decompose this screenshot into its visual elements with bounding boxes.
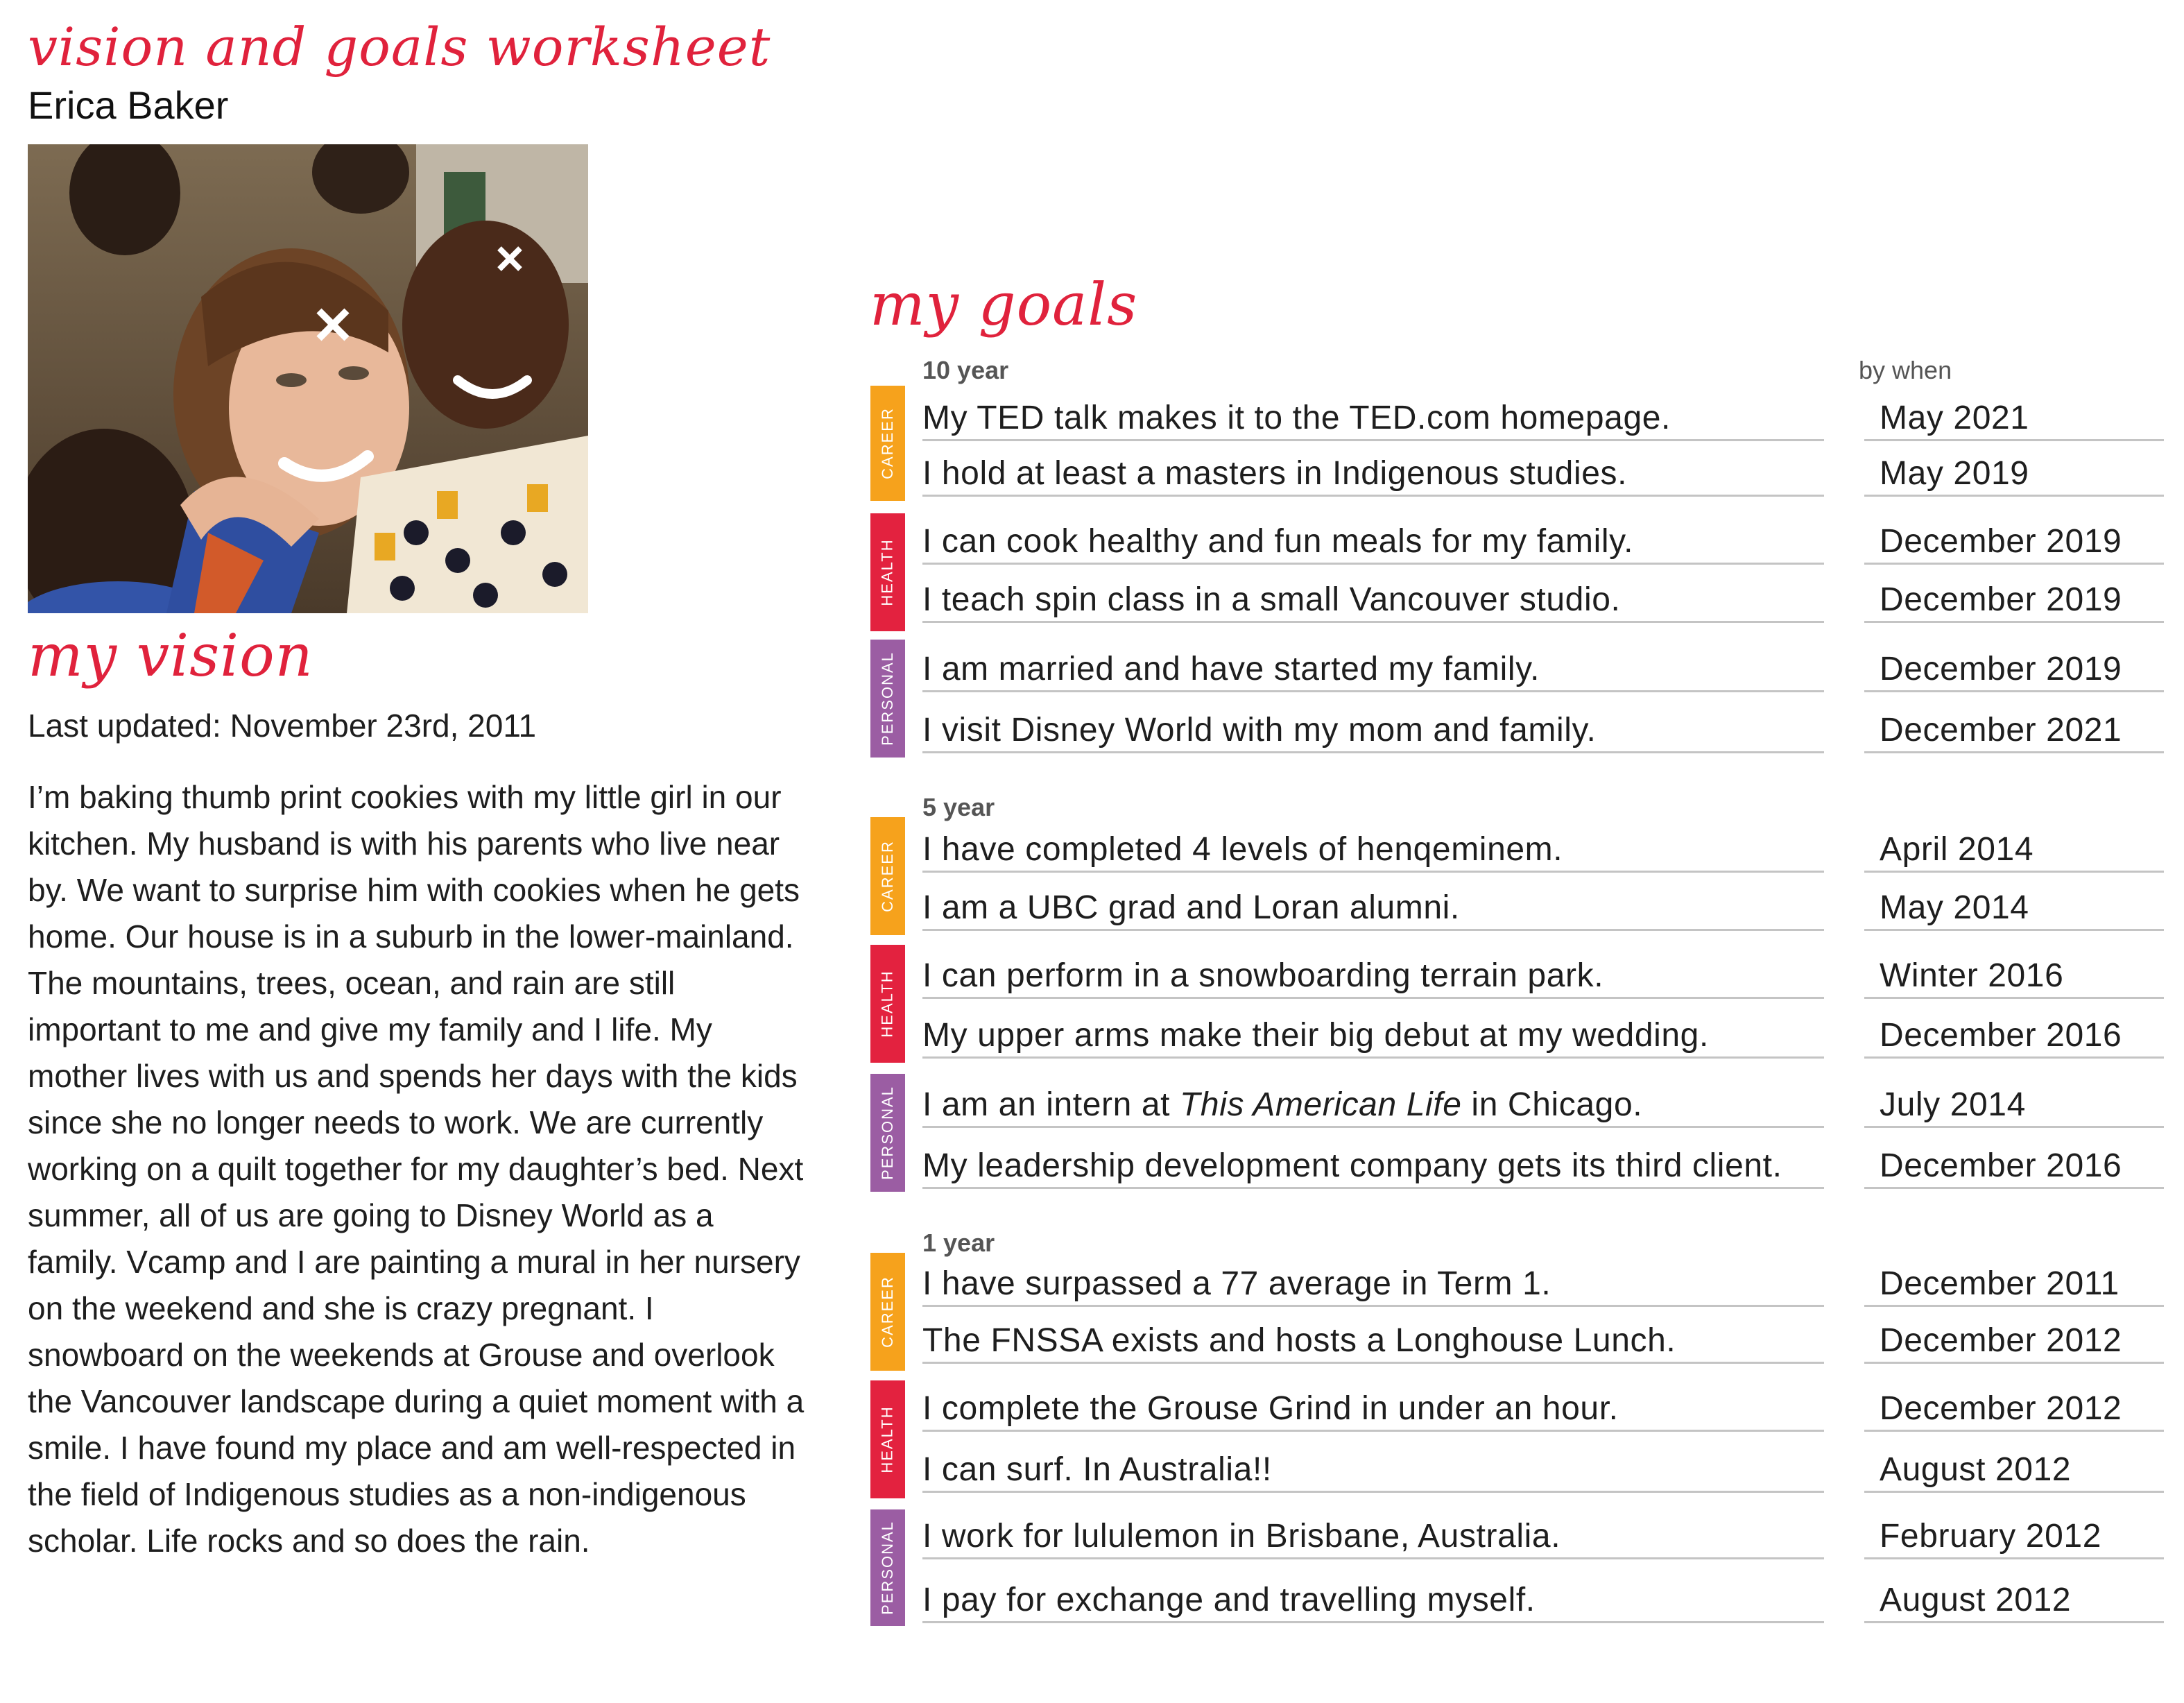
goal-date: December 2019 — [1864, 649, 2164, 692]
goal-date: December 2019 — [1864, 579, 2164, 623]
section-label-5-year: 5 year — [922, 793, 995, 821]
goal-date: February 2012 — [1864, 1516, 2164, 1559]
category-tab-career — [870, 386, 905, 501]
goal-row — [922, 1318, 2164, 1367]
category-tab-personal — [870, 1074, 905, 1192]
goal-row — [922, 827, 2164, 875]
goal-row — [922, 953, 2164, 1002]
goal-date: December 2016 — [1864, 1015, 2164, 1059]
goal-text: I work for lululemon in Brisbane, Australia. — [922, 1516, 1824, 1559]
goal-date: December 2012 — [1864, 1320, 2164, 1364]
last-updated: Last updated: November 23rd, 2011 — [28, 708, 537, 744]
vision-statement: I’m baking thumb print cookies with my little girl in our kitchen. My husband is with his parents who live near by. We want to surprise him with cookies when he gets home. Our house is in a suburb in the lower-mainland. The mountains, trees, ocean, and rain are still important to me and give my family and I life. My mother lives with us and spends her days with the kids since she no longer needs to work. We are currently working on a quilt together for my daughter’s bed. Next summer, all of us are going to Disney World as a family. Vcamp and I are painting a mural in her nursery on the weekend and she is crazy pregnant. I snowboard on the weekends at Grouse and overlook the Vancouver landscape during a quiet moment with a smile. I have found my place and am well-respected in the field of Indigenous studies as a non-indigenous scholar. Life rocks and so does the rain. — [28, 779, 805, 1559]
goal-date: December 2011 — [1864, 1263, 2164, 1307]
goal-text-part: I am an intern at — [922, 1086, 1180, 1123]
category-tab-health — [870, 513, 905, 631]
category-label: PERSONAL — [879, 1086, 897, 1180]
profile-photo — [28, 144, 588, 613]
goal-text: I can surf. In Australia!! — [922, 1449, 1824, 1493]
category-tab-health — [870, 1380, 905, 1498]
category-tab-career — [870, 1253, 905, 1371]
section-label-1-year: 1 year — [922, 1229, 995, 1257]
goal-text: I can cook healthy and fun meals for my family. — [922, 521, 1824, 565]
goal-row — [922, 647, 2164, 695]
goal-row — [922, 577, 2164, 626]
goal-date: May 2014 — [1864, 887, 2164, 931]
goal-text: I teach spin class in a small Vancouver studio. — [922, 579, 1824, 623]
by-when-header: by when — [1859, 356, 1952, 384]
goal-row — [922, 1013, 2164, 1061]
category-tab-health — [870, 945, 905, 1063]
goal-text: I can perform in a snowboarding terrain park. — [922, 955, 1824, 999]
category-label: PERSONAL — [879, 651, 897, 746]
category-label: PERSONAL — [879, 1521, 897, 1615]
goal-row — [922, 451, 2164, 499]
goal-date: December 2019 — [1864, 521, 2164, 565]
goal-date: August 2012 — [1864, 1449, 2164, 1493]
goal-row — [922, 1514, 2164, 1562]
goal-text: I complete the Grouse Grind in under an hour. — [922, 1388, 1824, 1432]
category-label: CAREER — [879, 1276, 896, 1348]
goals-heading: my goals — [870, 271, 1138, 339]
goal-date: April 2014 — [1864, 829, 2164, 873]
category-label: CAREER — [879, 407, 896, 479]
goal-text-italic: This American Life — [1180, 1086, 1462, 1123]
goal-text: My TED talk makes it to the TED.com homepage. — [922, 397, 1824, 441]
goal-row — [922, 1261, 2164, 1310]
goal-row — [922, 1082, 2164, 1131]
goal-row — [922, 395, 2164, 444]
goal-text: My upper arms make their big debut at my wedding. — [922, 1015, 1824, 1059]
goal-row — [922, 1447, 2164, 1496]
goal-date: May 2019 — [1864, 453, 2164, 497]
category-label: CAREER — [879, 840, 896, 912]
goal-date: Winter 2016 — [1864, 955, 2164, 999]
goal-text: My leadership development company gets its third client. — [922, 1145, 1824, 1189]
category-label: HEALTH — [879, 1405, 897, 1473]
goal-row — [922, 1577, 2164, 1626]
category-tab-career — [870, 817, 905, 935]
goal-text: I am a UBC grad and Loran alumni. — [922, 887, 1824, 931]
author-name: Erica Baker — [28, 83, 229, 127]
goal-row — [922, 1386, 2164, 1435]
section-label-10-year: 10 year — [922, 356, 1009, 384]
category-label: HEALTH — [879, 538, 897, 606]
goal-text: I am married and have started my family. — [922, 649, 1824, 692]
goal-row — [922, 1143, 2164, 1192]
goal-date: August 2012 — [1864, 1580, 2164, 1623]
goal-date: December 2016 — [1864, 1145, 2164, 1189]
goal-text: I hold at least a masters in Indigenous studies. — [922, 453, 1824, 497]
goal-date: May 2021 — [1864, 397, 2164, 441]
goal-date: December 2021 — [1864, 710, 2164, 753]
goal-date: July 2014 — [1864, 1084, 2164, 1128]
goal-text: I have completed 4 levels of henqeminem. — [922, 829, 1824, 873]
category-tab-personal — [870, 1509, 905, 1626]
goal-row — [922, 708, 2164, 756]
vision-heading: my vision — [28, 622, 313, 690]
category-tab-personal — [870, 640, 905, 758]
goal-text: I pay for exchange and travelling myself. — [922, 1580, 1824, 1623]
goal-text: The FNSSA exists and hosts a Longhouse Lunch. — [922, 1320, 1824, 1364]
worksheet-title: vision and goals worksheet — [28, 16, 771, 78]
category-label: HEALTH — [879, 970, 897, 1038]
goal-text-part: in Chicago. — [1461, 1086, 1643, 1123]
goal-row — [922, 519, 2164, 567]
goal-text — [922, 1084, 1824, 1128]
goal-text: I have surpassed a 77 average in Term 1. — [922, 1263, 1824, 1307]
goal-row — [922, 885, 2164, 934]
goal-text: I visit Disney World with my mom and family. — [922, 710, 1824, 753]
goal-date: December 2012 — [1864, 1388, 2164, 1432]
